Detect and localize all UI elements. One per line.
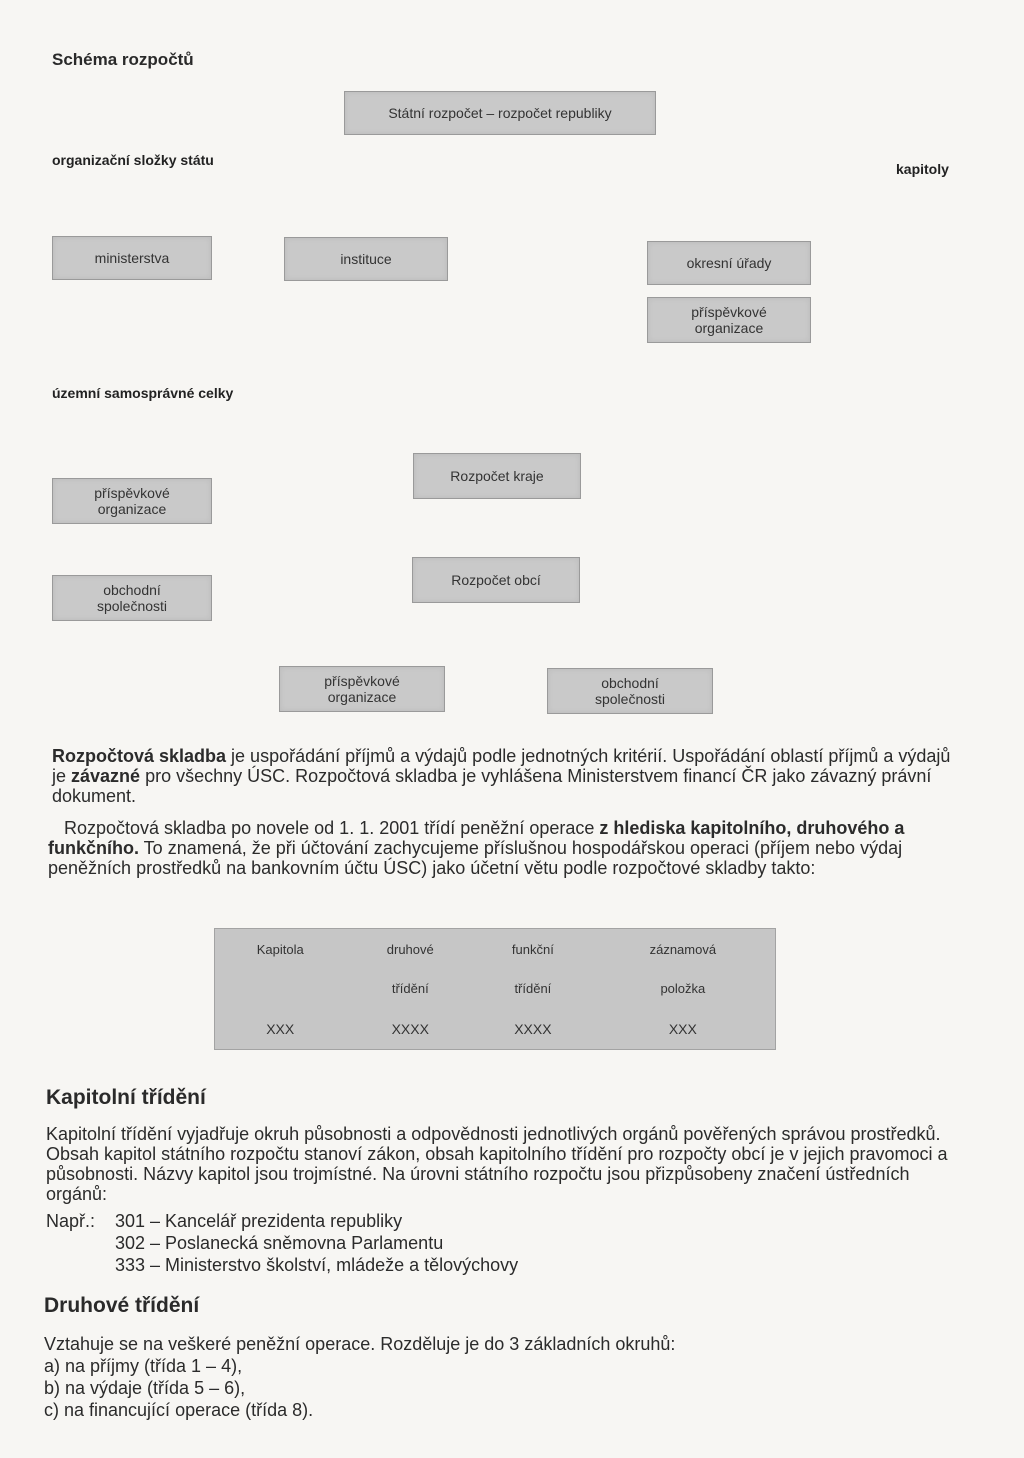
- list-item: b) na výdaje (třída 5 – 6),: [44, 1378, 246, 1398]
- list-item: a) na příjmy (třída 1 – 4),: [44, 1356, 243, 1376]
- label-kapitoly: kapitoly: [896, 161, 949, 177]
- table-cell: XXXX: [391, 1020, 429, 1037]
- table-cell: XXX: [266, 1020, 295, 1037]
- box-obchodni-spolecnosti-1: obchodní společnosti: [52, 575, 212, 621]
- box-prispevkove-organizace-2: příspěvkové organizace: [52, 478, 212, 524]
- box-rozpocet-obci: Rozpočet obcí: [412, 557, 580, 603]
- paragraph-kapitolni: Kapitolní třídění vyjadřuje okruh působnosti a odpovědnosti jednotlivých orgánů pověřených správou prostředků. Obsah kapitol státního rozpočtu stanoví zákon, obsah kapitolního třídění pro rozpočty obcí je v jejich pravomoci a působnosti. Názvy kapitol jsou trojmístné. Na úrovni státního rozpočtu jsou přizpůsobeny značení ústředních orgánů:: [46, 1124, 948, 1204]
- example-333: 333 – Ministerstvo školství, mládeže a tělovýchovy: [115, 1255, 519, 1275]
- term-zavazne: závazné: [71, 766, 141, 786]
- scheme-title: Schéma rozpočtů: [52, 50, 194, 69]
- table-cell: třídění: [391, 981, 429, 997]
- table-cell: Kapitola: [256, 941, 304, 957]
- table-cell: třídění: [514, 981, 552, 997]
- paragraph-novela: Rozpočtová skladba po novele od 1. 1. 2001 třídí peněžní operace z hlediska kapitolního, druhového a funkčního. To znamená, že při účtování zachycujeme příslušnou hospodářskou operaci (příjem nebo výdaj peněžních prostředků na bankovním účtu ÚSC) jako účetní větu podle rozpočtové skladby takto:: [48, 818, 905, 878]
- table-cell: druhové: [386, 941, 434, 957]
- example-302: 302 – Poslanecká sněmovna Parlamentu: [115, 1233, 444, 1253]
- table-row: [215, 929, 776, 970]
- table-row: [215, 1009, 776, 1050]
- label-uzemni-celky: územní samosprávné celky: [52, 385, 234, 401]
- box-statni-rozpocet: Státní rozpočet – rozpočet republiky: [344, 91, 656, 135]
- list-item: c) na financující operace (třída 8).: [44, 1400, 314, 1420]
- table-cell: položka: [660, 981, 706, 997]
- table-cell: záznamová: [649, 941, 717, 957]
- example-301: 301 – Kancelář prezidenta republiky: [115, 1211, 403, 1231]
- box-rozpocet-kraje: Rozpočet kraje: [413, 453, 581, 499]
- table-cell: XXXX: [514, 1020, 552, 1037]
- table-cell: XXX: [668, 1020, 697, 1037]
- box-prispevkove-organizace-3: příspěvkové organizace: [279, 666, 445, 712]
- table-row: [215, 969, 776, 1009]
- table-cell: funkční: [511, 941, 554, 957]
- box-ministerstva: ministerstva: [52, 236, 212, 280]
- box-prispevkove-organizace-1: příspěvkové organizace: [647, 297, 811, 343]
- box-okresni-urady: okresní úřady: [647, 241, 811, 285]
- heading-kapitolni-trideni: Kapitolní třídění: [46, 1086, 206, 1109]
- box-instituce: instituce: [284, 237, 448, 281]
- box-obchodni-spolecnosti-2: obchodní společnosti: [547, 668, 713, 714]
- heading-druhove-trideni: Druhové třídění: [44, 1294, 200, 1317]
- label-organizacni-slozky: organizační složky státu: [52, 152, 214, 168]
- paragraph-druhove: Vztahuje se na veškeré peněžní operace. Rozděluje je do 3 základních okruhů:: [44, 1334, 676, 1354]
- term-rozpoctova-skladba: Rozpočtová skladba: [52, 746, 227, 766]
- table-cell: [215, 969, 346, 1009]
- skladba-table: [214, 928, 776, 1050]
- example-label: Např.:: [46, 1211, 96, 1231]
- term-hlediska: z hlediska kapitolního, druhového a funkčního.: [48, 818, 905, 858]
- paragraph-rozpoctova-skladba: Rozpočtová skladba je uspořádání příjmů a výdajů podle jednotných kritérií. Uspořádání oblastí příjmů a výdajů je závazné pro všechny ÚSC. Rozpočtová skladba je vyhlášena Ministerstvem financí ČR jako závazný právní dokument.: [52, 746, 951, 806]
